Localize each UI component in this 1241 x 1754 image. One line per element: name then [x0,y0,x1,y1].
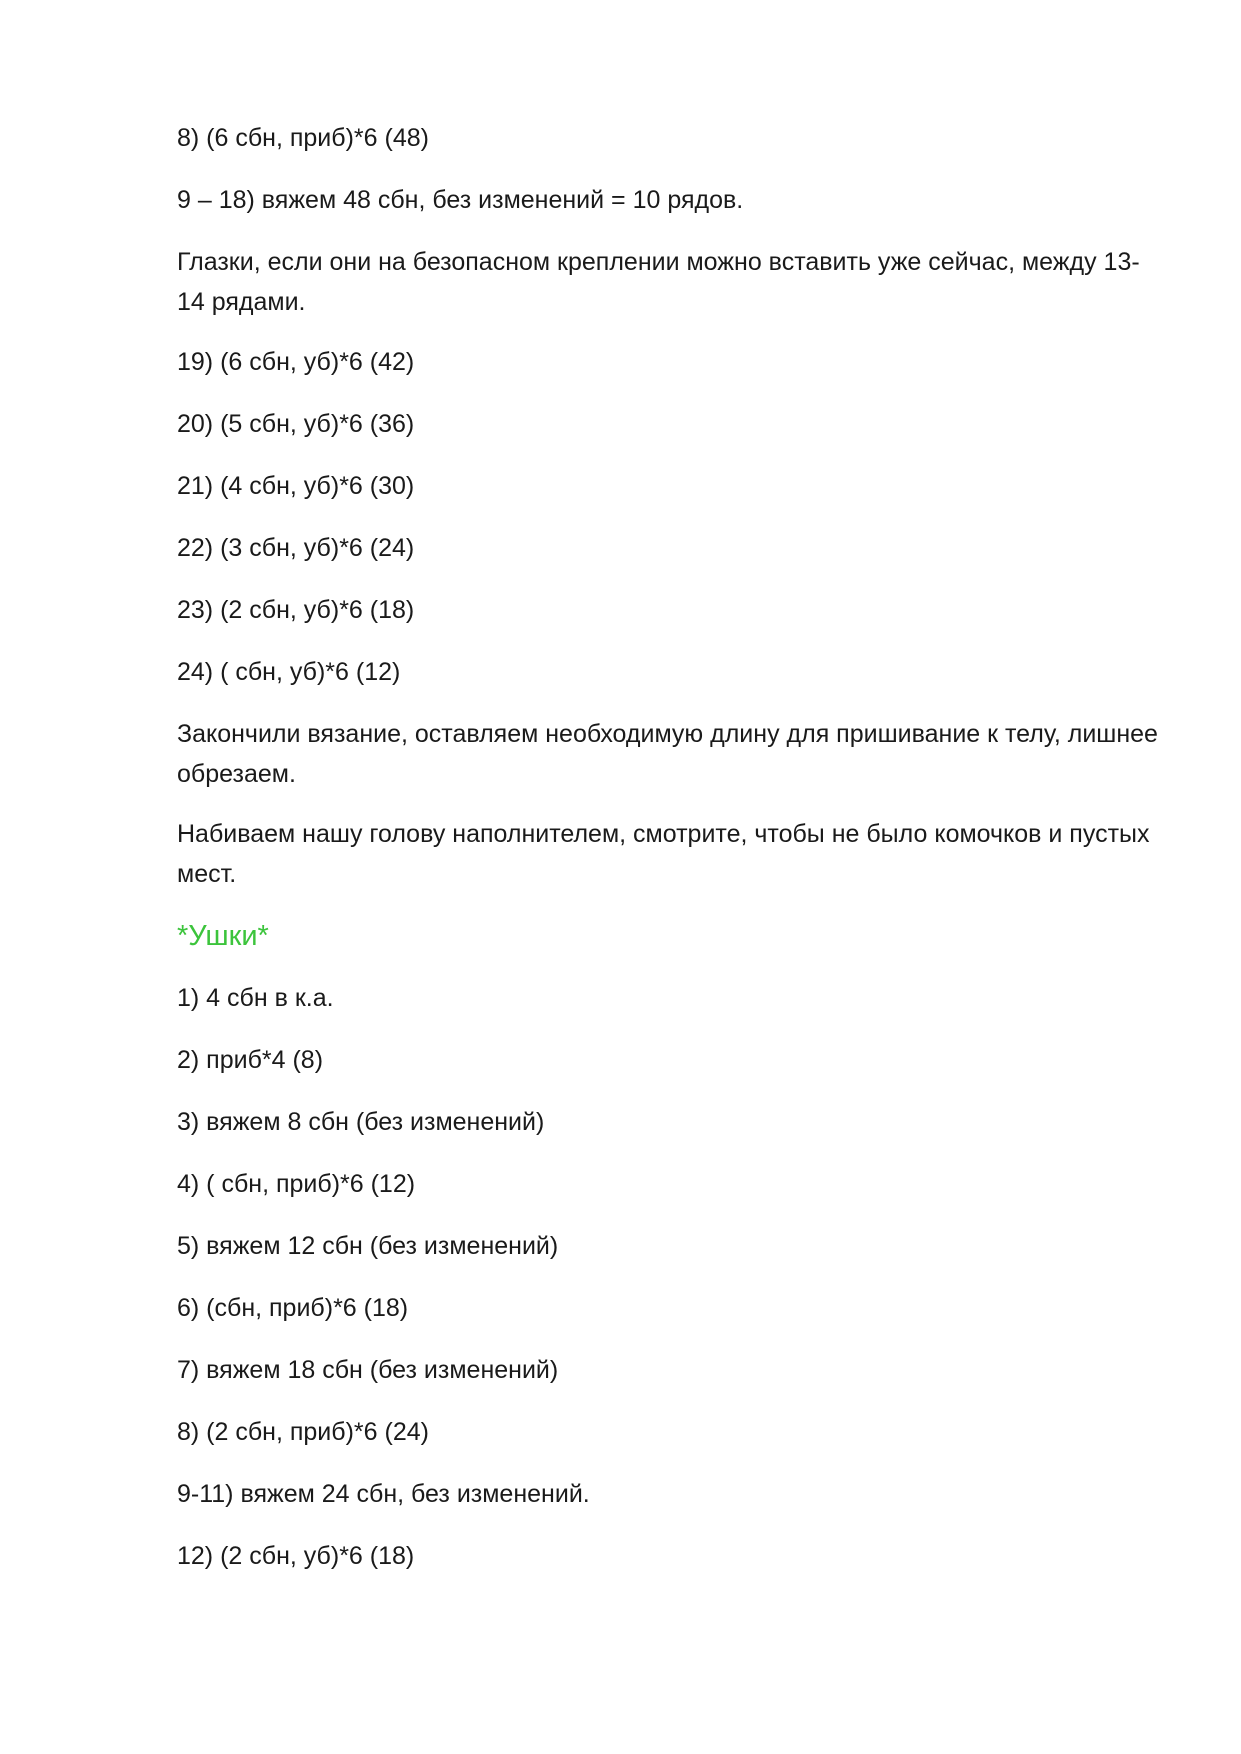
pattern-row: 19) (6 сбн, уб)*6 (42) [177,348,415,376]
pattern-row: 9 – 18) вяжем 48 сбн, без изменений = 10 рядов. [177,186,744,214]
instruction-paragraph: Глазки, если они на безопасном креплении можно вставить уже сейчас, между 13-14 рядами. [177,248,1140,316]
document-body [177,118,1167,1598]
pattern-row: 5) вяжем 12 сбн (без изменений) [177,1232,559,1260]
pattern-row: 23) (2 сбн, уб)*6 (18) [177,596,415,624]
pattern-row: 22) (3 сбн, уб)*6 (24) [177,534,415,562]
pattern-row: 6) (сбн, приб)*6 (18) [177,1294,409,1322]
pattern-row: 1) 4 сбн в к.а. [177,984,334,1012]
pattern-row: 3) вяжем 8 сбн (без изменений) [177,1108,545,1136]
pattern-row: 24) ( сбн, уб)*6 (12) [177,658,401,686]
pattern-row: 4) ( сбн, приб)*6 (12) [177,1170,416,1198]
pattern-row: 8) (2 сбн, приб)*6 (24) [177,1418,429,1446]
pattern-row: 7) вяжем 18 сбн (без изменений) [177,1356,559,1384]
instruction-paragraph: Набиваем нашу голову наполнителем, смотрите, чтобы не было комочков и пустых мест. [177,820,1150,888]
pattern-row: 2) приб*4 (8) [177,1046,324,1074]
section-heading: *Ушки* [177,920,269,952]
pattern-row: 8) (6 сбн, приб)*6 (48) [177,124,429,152]
instruction-paragraph: Закончили вязание, оставляем необходимую длину для пришивание к телу, лишнее обрезаем. [177,720,1158,788]
pattern-row: 21) (4 сбн, уб)*6 (30) [177,472,415,500]
pattern-row: 20) (5 сбн, уб)*6 (36) [177,410,415,438]
pattern-row: 9-11) вяжем 24 сбн, без изменений. [177,1480,590,1508]
pattern-row: 12) (2 сбн, уб)*6 (18) [177,1542,415,1570]
